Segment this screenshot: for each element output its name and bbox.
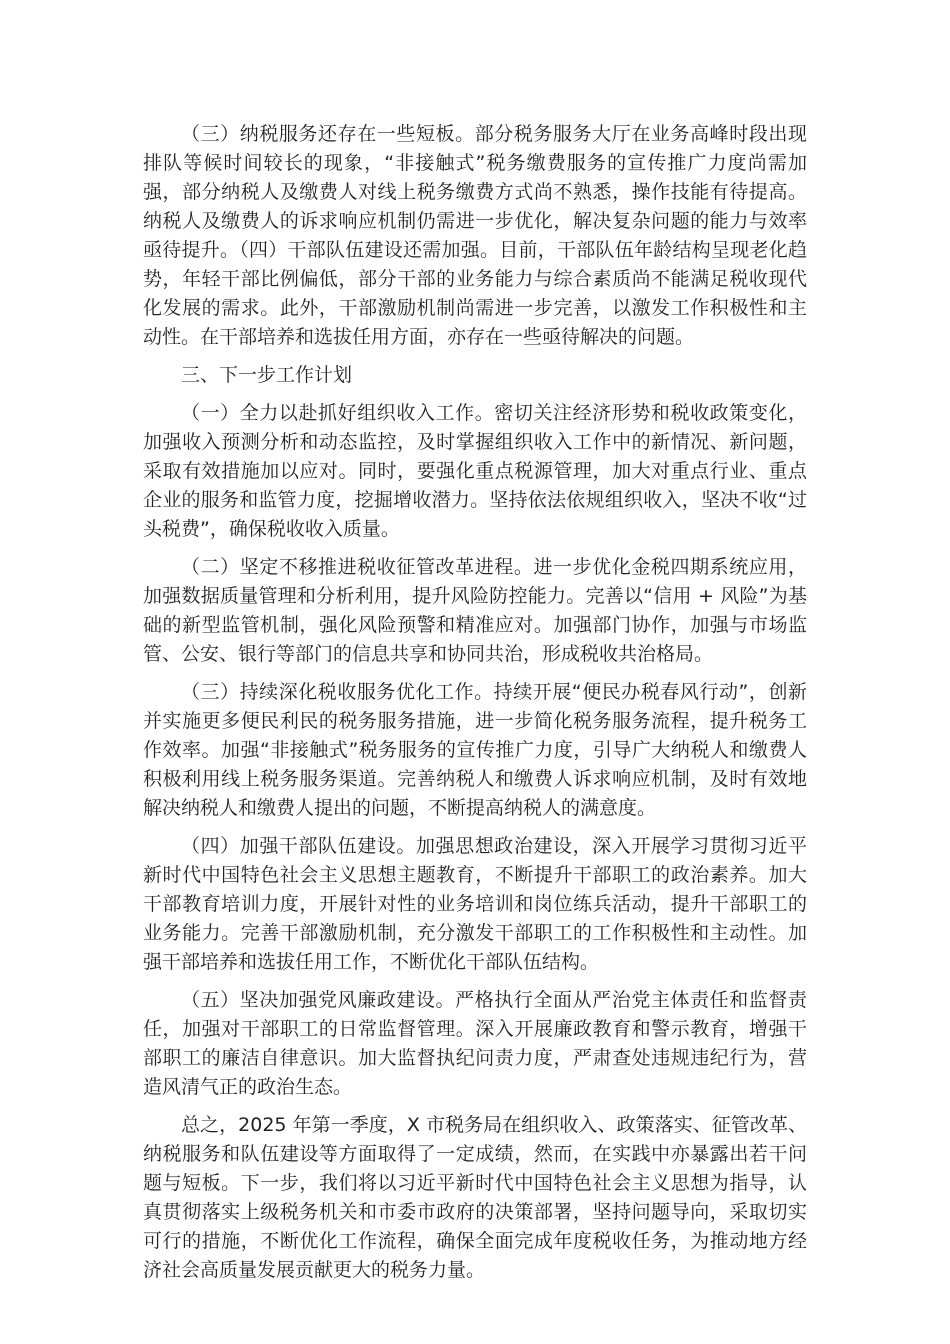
- paragraph-summary: 总之，2025 年第一季度，X 市税务局在组织收入、政策落实、征管改革、纳税服务和队伍建设等方面取得了一定成绩，然而，在实践中亦暴露出若干问题与短板。下一步，我们将以习近平新时代中国特色社会主义思想为指导，认真贯彻落实上级税务机关和市委市政府的决策部署，坚持问题导向，采取切实可行的措施，不断优化工作流程，确保全面完成年度税收任务，为推动地方经济社会高质量发展贡献更大的税务力量。: [143, 1114, 807, 1281]
- paragraph-plan-service: （三）持续深化税收服务优化工作。持续开展“便民办税春风行动”，创新并实施更多便民利民的税务服务措施，进一步简化税务服务流程，提升税务工作效率。加强“非接触式”税务服务的宣传推广力度，引导广大纳税人和缴费人积极利用线上税务服务渠道。完善纳税人和缴费人诉求响应机制，及时有效地解决纳税人和缴费人提出的问题，不断提高纳税人的满意度。: [143, 681, 807, 819]
- paragraph-plan-reform: （二）坚定不移推进税收征管改革进程。进一步优化金税四期系统应用，加强数据质量管理和分析利用，提升风险防控能力。完善以“信用 + 风险”为基础的新型监管机制，强化风险预警和精准应对。加强部门协作，加强与市场监管、公安、银行等部门的信息共享和协同共治，形成税收共治格局。: [143, 556, 807, 665]
- paragraph-service-shortcomings: （三）纳税服务还存在一些短板。部分税务服务大厅在业务高峰时段出现排队等候时间较长的现象，“非接触式”税务缴费服务的宣传推广力度尚需加强，部分纳税人及缴费人对线上税务缴费方式尚不熟悉，操作技能有待提高。纳税人及缴费人的诉求响应机制仍需进一步优化，解决复杂问题的能力与效率亟待提升。（四）干部队伍建设还需加强。目前，干部队伍年龄结构呈现老化趋势，年轻干部比例偏低，部分干部的业务能力与综合素质尚不能满足税收现代化发展的需求。此外，干部激励机制尚需进一步完善，以激发工作积极性和主动性。在干部培养和选拔任用方面，亦存在一些亟待解决的问题。: [143, 123, 807, 348]
- paragraph-plan-integrity: （五）坚决加强党风廉政建设。严格执行全面从严治党主体责任和监督责任，加强对干部职工的日常监督管理。深入开展廉政教育和警示教育，增强干部职工的廉洁自律意识。加大监督执纪问责力度，严肃查处违规违纪行为，营造风清气正的政治生态。: [143, 989, 807, 1098]
- paragraph-plan-staff: （四）加强干部队伍建设。加强思想政治建设，深入开展学习贯彻习近平新时代中国特色社会主义思想主题教育，不断提升干部职工的政治素养。加大干部教育培训力度，开展针对性的业务培训和岗位练兵活动，提升干部职工的业务能力。完善干部激励机制，充分激发干部职工的工作积极性和主动性。加强干部培养和选拔任用工作，不断优化干部队伍结构。: [143, 835, 807, 973]
- paragraph-plan-revenue: （一）全力以赴抓好组织收入工作。密切关注经济形势和税收政策变化，加强收入预测分析和动态监控，及时掌握组织收入工作中的新情况、新问题，采取有效措施加以应对。同时，要强化重点税源管理，加大对重点行业、重点企业的服务和监管力度，挖掘增收潜力。坚持依法依规组织收入，坚决不收“过头税费”，确保税收收入质量。: [143, 402, 807, 540]
- section-heading-next-steps: 三、下一步工作计划: [181, 364, 353, 386]
- document-page: [143, 120, 807, 1294]
